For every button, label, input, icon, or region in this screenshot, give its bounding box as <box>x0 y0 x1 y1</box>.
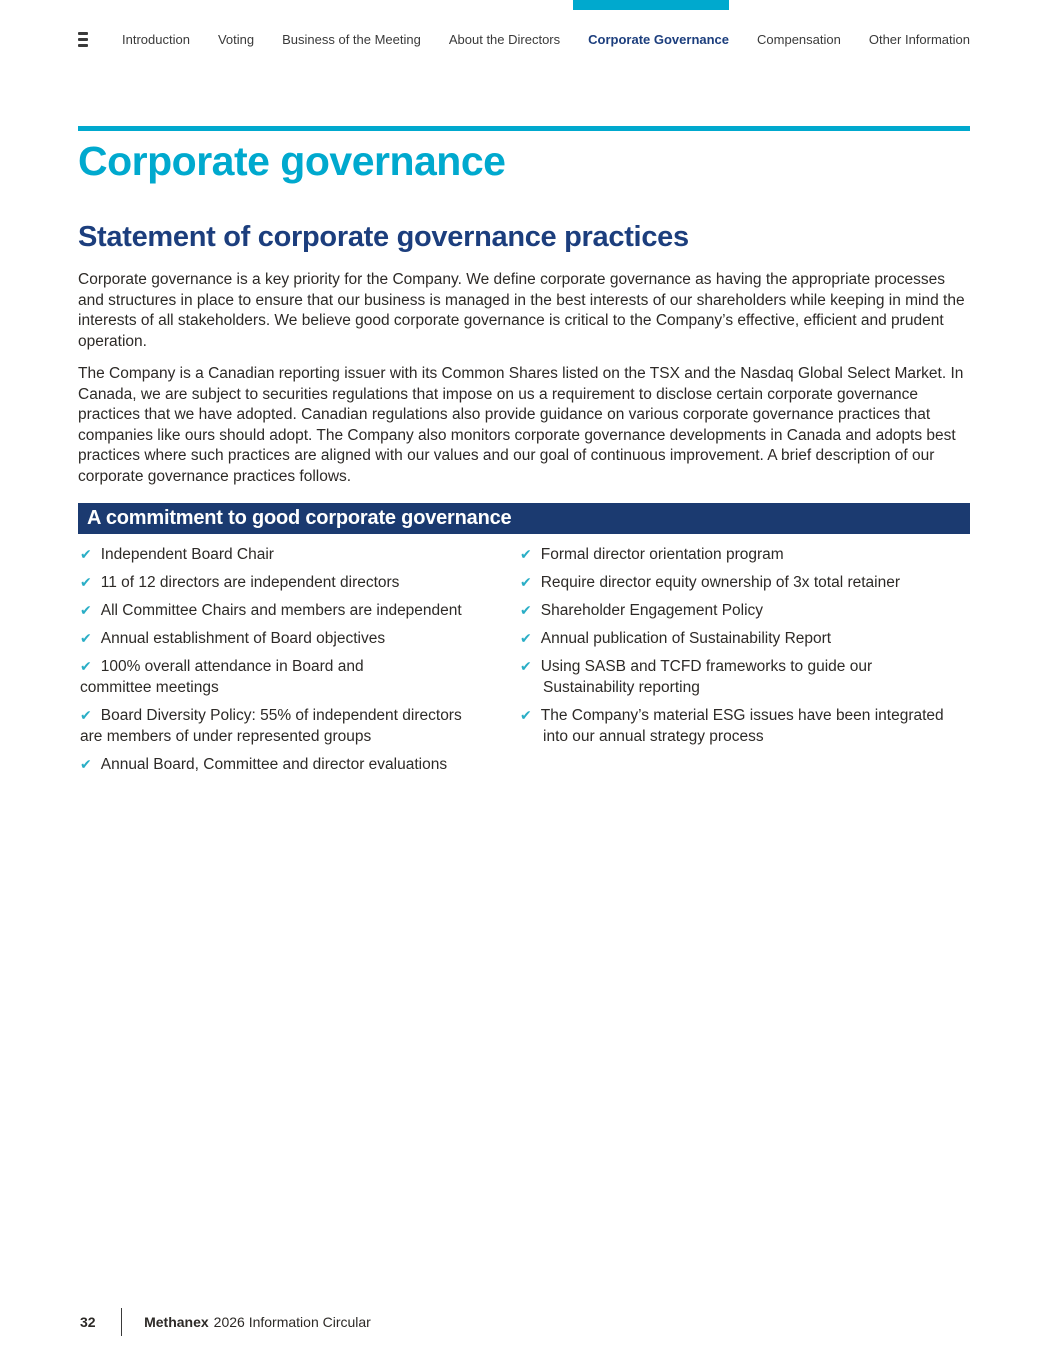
checklist-item-text: 100% overall attendance in Board and <box>100 658 364 675</box>
checklist-item-text: 11 of 12 directors are independent directors <box>100 574 400 591</box>
check-icon: ✔ <box>80 756 92 772</box>
footer-divider <box>121 1308 123 1336</box>
page-footer <box>80 1308 371 1336</box>
checklist-item-text: committee meetings <box>80 679 219 696</box>
nav-item-introduction[interactable]: Introduction <box>122 32 190 47</box>
checklist-item-text: Formal director orientation program <box>540 546 784 563</box>
checklist-item-text: Shareholder Engagement Policy <box>540 602 764 619</box>
check-icon: ✔ <box>80 574 92 590</box>
nav-item-business-of-the-meeting[interactable]: Business of the Meeting <box>282 32 421 47</box>
checklist-item-text: Independent Board Chair <box>100 546 274 563</box>
checklist-item <box>80 572 520 593</box>
checklist-item-text: The Company’s material ESG issues have been integrated <box>540 707 944 724</box>
check-icon: ✔ <box>520 546 532 562</box>
check-icon: ✔ <box>520 574 532 590</box>
nav-item-about-the-directors[interactable]: About the Directors <box>448 32 561 47</box>
check-icon: ✔ <box>80 707 92 723</box>
checklist-item <box>80 656 520 698</box>
checklist-item <box>80 754 520 775</box>
checklist-item <box>520 628 970 649</box>
checklist-item-text: Using SASB and TCFD frameworks to guide our <box>540 658 873 675</box>
section-title: Statement of corporate governance practices <box>78 221 689 253</box>
check-icon: ✔ <box>80 546 92 562</box>
checklist-item-text: Require director equity ownership of 3x total retainer <box>540 574 901 591</box>
checklist-item <box>520 600 970 621</box>
page-number: 32 <box>80 1314 96 1330</box>
checklist-item-text: Annual Board, Committee and director evaluations <box>100 756 448 773</box>
checklist-item-text: Sustainability reporting <box>543 679 700 696</box>
checklist-item <box>80 600 520 621</box>
check-icon: ✔ <box>80 630 92 646</box>
commitment-banner-title: A commitment to good corporate governance <box>87 507 512 529</box>
nav-item-voting[interactable]: Voting <box>217 32 255 47</box>
body-paragraph-2: The Company is a Canadian reporting issuer with its Common Shares listed on the TSX and the Nasdaq Global Select Market. In Canada, we are subject to securities regulations that impose on us a requirement to disclose certain corporate governance practices that we have adopted. Canadian regulations also provide guidance on various corporate governance practices that companies like ours should adopt. The Company also monitors corporate governance developments in Canada and adopts best practices where such practices are aligned with our values and our goal of continuous improvement. A brief description of our corporate governance practices follows. <box>78 365 964 485</box>
check-icon: ✔ <box>520 658 532 674</box>
page-title: Corporate governance <box>78 138 506 184</box>
checklist-item-text: are members of under represented groups <box>80 728 372 745</box>
footer-document-title: 2026 Information Circular <box>213 1314 371 1330</box>
checklist-item <box>80 705 520 747</box>
nav-item-other-information[interactable]: Other Information <box>868 32 970 47</box>
checklist-item <box>520 544 970 565</box>
commitment-checklist <box>80 544 970 782</box>
commitment-banner <box>78 503 970 534</box>
check-icon: ✔ <box>80 658 92 674</box>
checklist-item-text: Annual publication of Sustainability Report <box>540 630 832 647</box>
checklist-item <box>520 705 970 747</box>
check-icon: ✔ <box>80 602 92 618</box>
section-divider-rule <box>78 126 970 131</box>
nav-item-compensation[interactable]: Compensation <box>757 32 841 47</box>
active-tab-indicator <box>573 0 729 10</box>
check-icon: ✔ <box>520 602 532 618</box>
hamburger-menu-icon[interactable] <box>78 32 88 47</box>
checklist-item <box>520 656 970 698</box>
nav-item-corporate-governance[interactable]: Corporate Governance <box>588 32 730 47</box>
checklist-item-text: All Committee Chairs and members are independent <box>100 602 462 619</box>
checklist-item <box>520 572 970 593</box>
body-paragraph-1: Corporate governance is a key priority for the Company. We define corporate governance as having the appropriate processes and structures in place to ensure that our business is managed in the best interests of our shareholders while keeping in mind the interests of all stakeholders. We believe good corporate governance is critical to the Company’s effective, efficient and prudent operation. <box>78 271 965 350</box>
checklist-item <box>80 544 520 565</box>
check-icon: ✔ <box>520 630 532 646</box>
checklist-left-column <box>80 544 520 782</box>
footer-brand: Methanex <box>144 1314 209 1330</box>
checklist-right-column <box>520 544 970 782</box>
checklist-item-text: Board Diversity Policy: 55% of independent directors <box>100 707 462 724</box>
checklist-item-text: into our annual strategy process <box>543 728 764 745</box>
check-icon: ✔ <box>520 707 532 723</box>
checklist-item-text: Annual establishment of Board objectives <box>100 630 386 647</box>
checklist-item <box>80 628 520 649</box>
top-navigation <box>78 32 970 47</box>
